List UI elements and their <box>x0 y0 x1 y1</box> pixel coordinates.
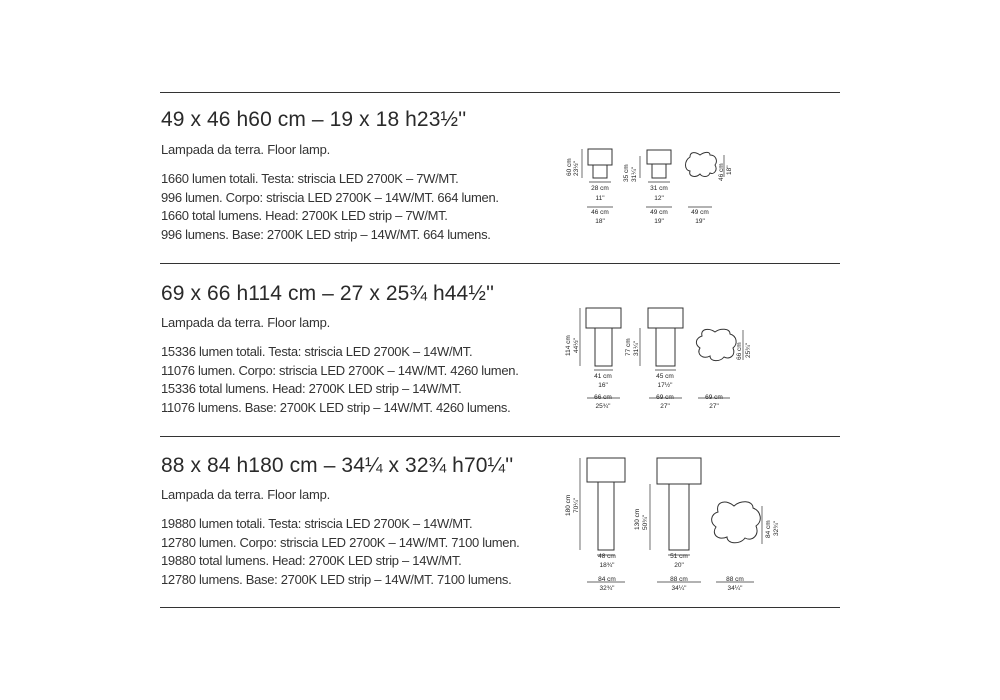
base-width-in: 16" <box>598 382 608 389</box>
base-width-cm: 48 cm <box>598 553 616 560</box>
top-width-in: 19" <box>695 218 705 225</box>
product-title: 88 x 84 h180 cm – 34¼ x 32¾ h70¼'' <box>161 454 514 477</box>
product-subtitle: Lampada da terra. Floor lamp. <box>161 142 331 157</box>
lamp-head <box>657 458 701 484</box>
divider-bottom <box>160 607 840 608</box>
base-width2-in: 12" <box>654 195 664 202</box>
spec-line: 11076 lumens. Base: 2700K LED strip – 14W/MT. 4260 lumens. <box>161 399 511 415</box>
width-side-in: 19" <box>654 218 664 225</box>
divider-top <box>160 92 840 93</box>
base-width-in: 18¾" <box>599 562 615 569</box>
width-side-cm: 69 cm <box>656 394 674 401</box>
lamp-diagram-small <box>560 145 760 235</box>
base-width-in: 11" <box>595 195 605 202</box>
product-title: 49 x 46 h60 cm – 19 x 18 h23½'' <box>161 108 467 131</box>
lamp-head <box>648 308 683 328</box>
spec-line: 1660 lumen totali. Testa: striscia LED 2700K – 7W/MT. <box>161 171 459 186</box>
divider-2 <box>160 436 840 437</box>
height-total-cm: 114 cm <box>565 335 572 356</box>
top-width-in: 34¼" <box>727 585 743 592</box>
height-base-cm: 77 cm <box>625 338 632 356</box>
top-view-shape <box>696 329 736 360</box>
width-front-in: 18" <box>595 218 605 225</box>
product-title: 69 x 66 h114 cm – 27 x 25¾ h44½'' <box>161 282 495 305</box>
spec-line: 15336 lumen totali. Testa: striscia LED 2700K – 14W/MT. <box>161 344 473 359</box>
lamp-head <box>647 150 671 164</box>
top-depth-cm: 46 cm <box>718 163 725 181</box>
lamp-base <box>669 484 689 550</box>
base-width2-in: 17½" <box>657 382 673 389</box>
top-width-cm: 69 cm <box>705 394 723 401</box>
width-front-in: 25¾" <box>595 403 611 410</box>
height-base-in: 31¼" <box>631 167 638 182</box>
lamp-base <box>595 328 612 366</box>
height-base-in: 31¼" <box>633 341 640 356</box>
lamp-diagram-medium <box>560 300 760 415</box>
spec-line: 19880 total lumens. Head: 2700K LED strip – 14W/MT. <box>161 553 462 568</box>
width-side-cm: 88 cm <box>670 576 688 583</box>
top-depth-in: 25¾" <box>745 343 752 358</box>
product-specs <box>161 515 519 589</box>
width-front-cm: 84 cm <box>598 576 616 583</box>
width-side-in: 34¼" <box>671 585 687 592</box>
width-side-in: 27" <box>660 403 670 410</box>
top-depth-in: 32¾" <box>773 521 780 536</box>
height-total-in: 23½" <box>573 161 580 176</box>
height-total-cm: 60 cm <box>566 158 573 176</box>
product-subtitle: Lampada da terra. Floor lamp. <box>161 315 331 330</box>
lamp-base <box>593 165 607 178</box>
lamp-base <box>598 482 614 550</box>
width-front-in: 32¾" <box>599 585 615 592</box>
top-depth-in: 18" <box>726 165 733 175</box>
base-width2-cm: 31 cm <box>650 185 668 192</box>
base-width2-in: 20" <box>674 562 684 569</box>
base-width-cm: 28 cm <box>591 185 609 192</box>
height-base-cm: 35 cm <box>623 164 630 182</box>
lamp-head <box>586 308 621 328</box>
product-specs <box>161 343 519 417</box>
top-view-shape <box>686 152 717 176</box>
top-depth-cm: 66 cm <box>736 342 743 360</box>
spec-line: 11076 lumen. Corpo: striscia LED 2700K – 14W/MT. 4260 lumen. <box>161 362 519 378</box>
base-width-cm: 41 cm <box>594 373 612 380</box>
width-front-cm: 46 cm <box>591 209 609 216</box>
height-total-cm: 180 cm <box>565 494 572 516</box>
divider-1 <box>160 263 840 264</box>
lamp-base <box>652 164 666 178</box>
width-side-cm: 49 cm <box>650 209 668 216</box>
spec-line: 19880 lumen totali. Testa: striscia LED 2700K – 14W/MT. <box>161 516 473 531</box>
lamp-head <box>587 458 625 482</box>
top-width-cm: 88 cm <box>726 576 744 583</box>
base-width2-cm: 51 cm <box>670 553 688 560</box>
spec-line: 996 lumens. Base: 2700K LED strip – 14W/MT. 664 lumens. <box>161 226 491 242</box>
top-width-in: 27" <box>709 403 719 410</box>
top-width-cm: 49 cm <box>691 209 709 216</box>
spec-line: 996 lumen. Corpo: striscia LED 2700K – 14W/MT. 664 lumen. <box>161 189 499 205</box>
lamp-head <box>588 149 612 165</box>
height-total-in: 44½" <box>573 338 580 353</box>
product-subtitle: Lampada da terra. Floor lamp. <box>161 487 331 502</box>
height-base-cm: 130 cm <box>634 508 641 530</box>
product-specs <box>161 170 499 244</box>
top-depth-cm: 84 cm <box>765 520 772 538</box>
base-width2-cm: 45 cm <box>656 373 674 380</box>
lamp-base <box>656 328 675 366</box>
height-base-in: 50¾" <box>642 515 649 530</box>
spec-line: 1660 total lumens. Head: 2700K LED strip – 7W/MT. <box>161 208 448 223</box>
spec-line: 12780 lumen. Corpo: striscia LED 2700K – 14W/MT. 7100 lumen. <box>161 534 520 550</box>
top-view-shape <box>712 502 761 543</box>
height-total-in: 70¼" <box>573 498 580 513</box>
width-front-cm: 66 cm <box>594 394 612 401</box>
spec-line: 12780 lumens. Base: 2700K LED strip – 14W/MT. 7100 lumens. <box>161 571 512 587</box>
spec-line: 15336 total lumens. Head: 2700K LED strip – 14W/MT. <box>161 381 462 396</box>
lamp-diagram-large <box>560 450 780 600</box>
